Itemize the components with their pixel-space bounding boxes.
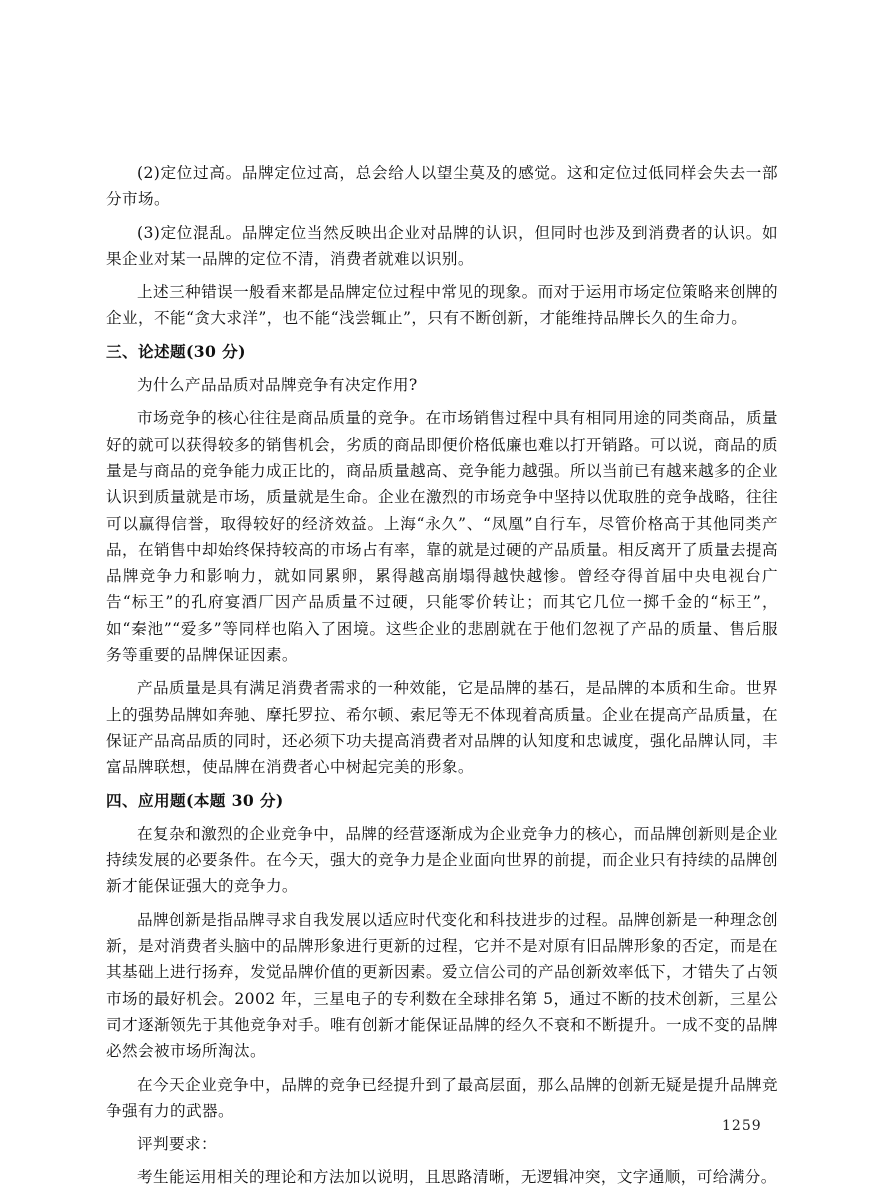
- grading-text: 考生能运用相关的理论和方法加以说明，且思路清晰，无逻辑冲突，文字通顺，可给满分。: [137, 1168, 777, 1187]
- section-3-paragraph-1: 市场竞争的核心往往是商品质量的竞争。在市场销售过程中具有相同用途的同类商品，质量好的就可以获得较多的销售机会，劣质的商品即便价格低廉也难以打开销路。可以说，商品的质量是与商品的竞争能力成正比的，商品质量越高、竞争能力越强。所以当前已有越来越多的企业认识到质量就是市场，质量就是生命。企业在激烈的市场竞争中坚持以优取胜的竞争战略，往往可以赢得信誉，取得较好的经济效益。上海“永久”、“凤凰”自行车，尽管价格高于其他同类产品，在销售中却始终保持较高的市场占有率，靠的就是过硬的产品质量。相反离开了质量去提高品牌竞争力和影响力，就如同累卵，累得越高崩塌得越快越惨。曾经夺得首届中央电视台广告“标王”的孔府宴酒厂因产品质量不过硬，只能零价转让；而其它几位一掷千金的“标王”，如“秦池”“爱多”等同样也陷入了困境。这些企业的悲剧就在于他们忽视了产品的质量、售后服务等重要的品牌保证因素。: [106, 409, 778, 665]
- section-4-paragraph-1: 在复杂和激烈的企业竞争中，品牌的经营逐渐成为企业竞争力的核心，而品牌创新则是企业持续发展的必要条件。在今天，强大的竞争力是企业面向世界的前提，而企业只有持续的品牌创新才能保证强大的竞争力。: [106, 824, 778, 896]
- grading-label: 评判要求：: [137, 1135, 217, 1154]
- section-3-heading: 三、论述题(30 分): [106, 341, 246, 361]
- page-number: 1259: [722, 1118, 762, 1134]
- section-4-paragraph-3: 在今天企业竞争中，品牌的竞争已经提升到了最高层面，那么品牌的创新无疑是提升品牌竞争强有力的武器。: [106, 1075, 778, 1120]
- section-3-question: 为什么产品品质对品牌竞争有决定作用?: [137, 376, 418, 395]
- section-4-paragraph-2: 品牌创新是指品牌寻求自我发展以适应时代变化和科技进步的过程。品牌创新是一种理念创新，是对消费者头脑中的品牌形象进行更新的过程，它并不是对原有旧品牌形象的否定，而是在其基础上进行扬弃，发觉品牌价值的更新因素。爱立信公司的产品创新效率低下，才错失了占领市场的最好机会。2002 年，三星电子的专利数在全球排名第 5，通过不断的技术创新，三星公司才逐渐领先于其他竞争对手。唯有创新才能保证品牌的经久不衰和不断提升。一成不变的品牌必然会被市场所淘汰。: [106, 910, 778, 1061]
- paragraph-positioning-confused: (3)定位混乱。品牌定位当然反映出企业对品牌的认识，但同时也涉及到消费者的认识。如果企业对某一品牌的定位不清，消费者就难以识别。: [106, 223, 778, 268]
- paragraph-positioning-too-high: (2)定位过高。品牌定位过高，总会给人以望尘莫及的感觉。这和定位过低同样会失去一部分市场。: [106, 164, 778, 209]
- section-4-heading: 四、应用题(本题 30 分): [106, 790, 284, 810]
- document-body: [106, 160, 778, 1198]
- paragraph-positioning-summary: 上述三种错误一般看来都是品牌定位过程中常见的现象。而对于运用市场定位策略来创牌的企业，不能“贪大求洋”，也不能“浅尝辄止”，只有不断创新，才能维持品牌长久的生命力。: [106, 283, 778, 328]
- section-3-paragraph-2: 产品质量是具有满足消费者需求的一种效能，它是品牌的基石，是品牌的本质和生命。世界上的强势品牌如奔驰、摩托罗拉、希尔顿、索尼等无不体现着高质量。企业在提高产品质量，在保证产品高品质的同时，还必须下功夫提高消费者对品牌的认知度和忠诚度，强化品牌认同，丰富品牌联想，使品牌在消费者心中树起完美的形象。: [106, 679, 778, 777]
